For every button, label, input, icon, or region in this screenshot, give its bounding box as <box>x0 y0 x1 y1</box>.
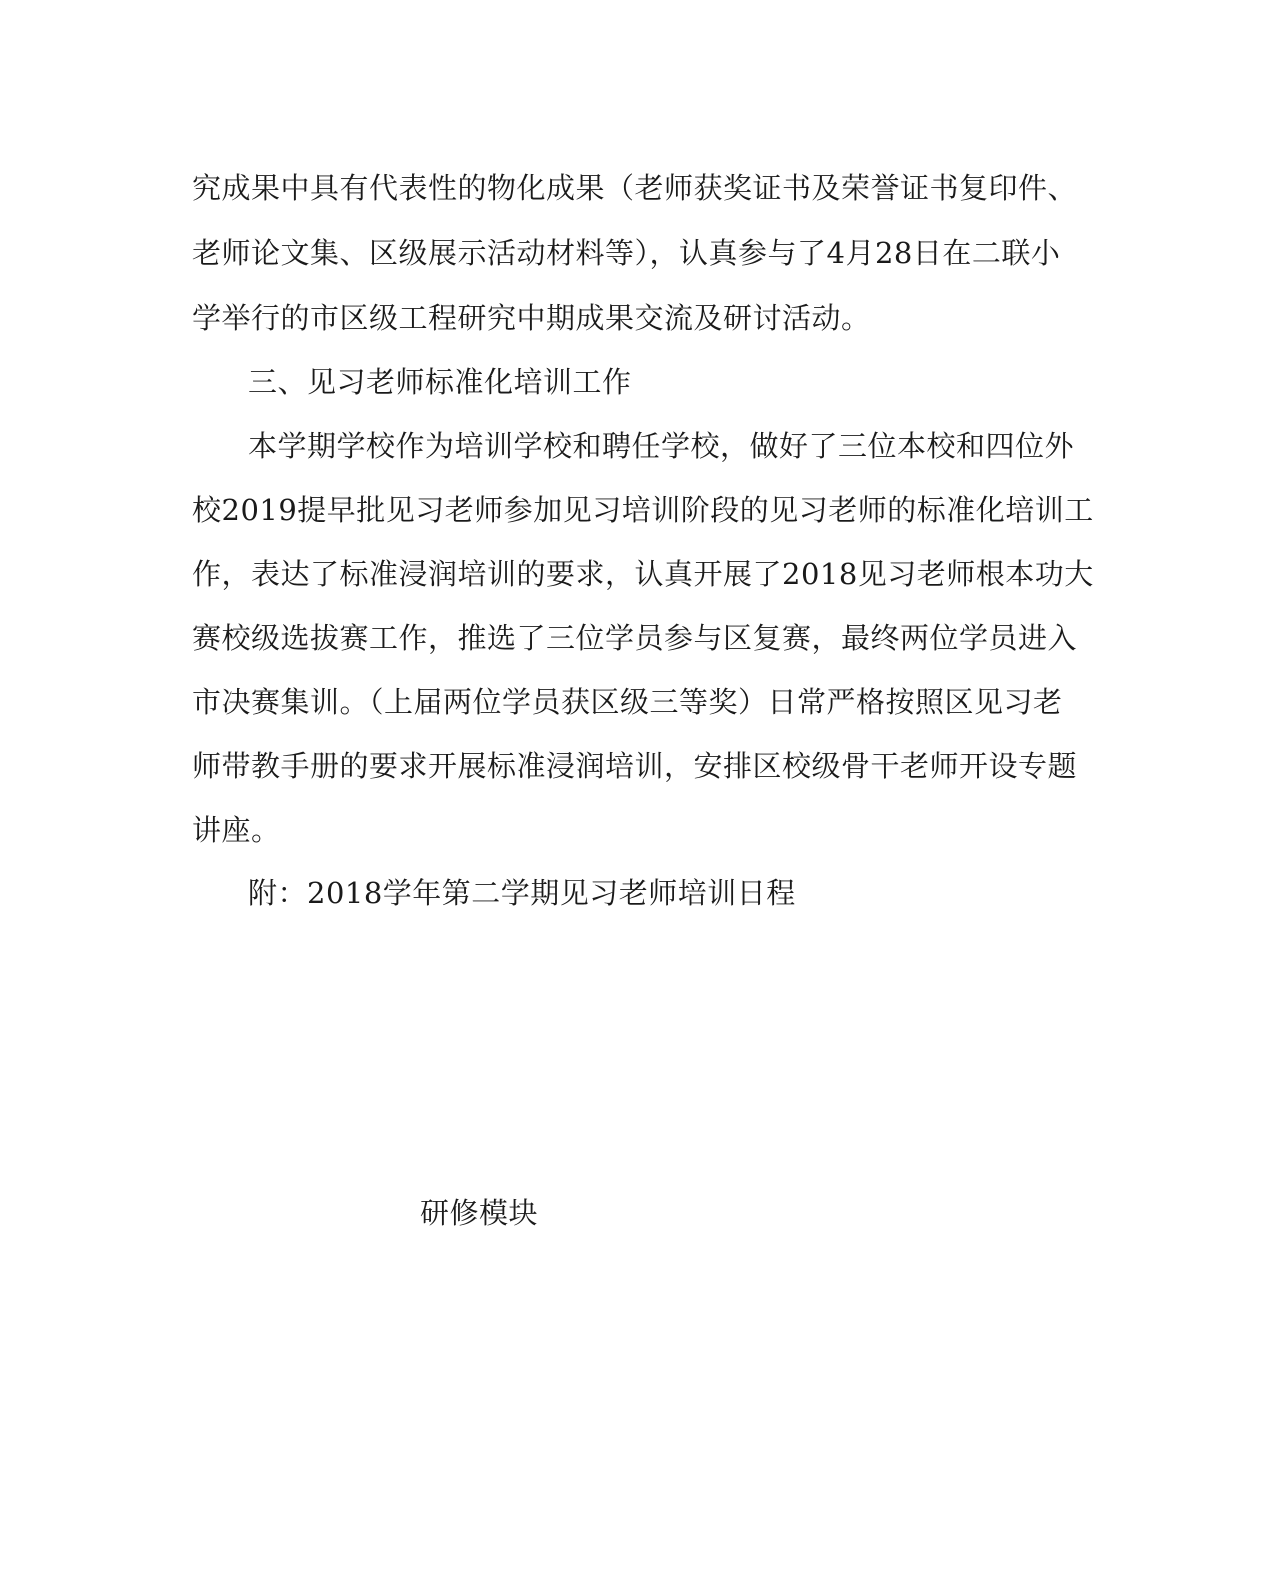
paragraph-line: 赛校级选拔赛工作，推选了三位学员参与区复赛，最终两位学员进入 <box>192 621 1078 655</box>
paragraph-line: 作，表达了标准浸润培训的要求，认真开展了2018见习老师根本功大 <box>192 557 1094 591</box>
paragraph-line: 本学期学校作为培训学校和聘任学校，做好了三位本校和四位外 <box>248 429 1075 463</box>
section-heading: 三、见习老师标准化培训工作 <box>248 365 632 399</box>
paragraph-line: 老师论文集、区级展示活动材料等），认真参与了4月28日在二联小 <box>192 236 1061 270</box>
paragraph-line: 市决赛集训。（上届两位学员获区级三等奖）日常严格按照区见习老 <box>192 685 1063 719</box>
paragraph-line: 究成果中具有代表性的物化成果（老师获奖证书及荣誉证书复印件、 <box>192 171 1078 205</box>
paragraph-line: 校2019提早批见习老师参加见习培训阶段的见习老师的标准化培训工 <box>192 493 1094 527</box>
paragraph-line: 师带教手册的要求开展标准浸润培训，安排区校级骨干老师开设专题 <box>192 749 1078 783</box>
appendix-note: 附：2018学年第二学期见习老师培训日程 <box>248 876 796 910</box>
module-label: 研修模块 <box>420 1196 539 1230</box>
paragraph-line: 讲座。 <box>192 813 281 847</box>
paragraph-line: 学举行的市区级工程研究中期成果交流及研讨活动。 <box>192 301 871 335</box>
